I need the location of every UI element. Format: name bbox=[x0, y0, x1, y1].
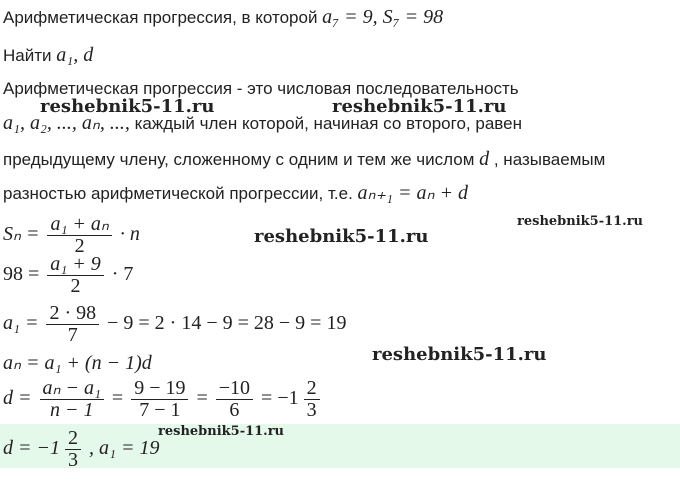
fraction-denominator: 2 bbox=[70, 275, 81, 297]
definition-text-2: каждый член которой, начиная со второго, равен bbox=[134, 114, 522, 133]
watermark: reshebnik5-11.ru bbox=[254, 226, 429, 247]
first-term-calculation bbox=[3, 303, 346, 346]
substituted-sum-lhs: 98 = bbox=[3, 263, 40, 286]
sum-formula bbox=[3, 214, 140, 257]
definition-text-4: разностью арифметической прогрессии, т.е. bbox=[3, 184, 358, 203]
fraction-denominator: 2 bbox=[74, 235, 85, 257]
definition-line-4 bbox=[3, 182, 468, 205]
definition-text-1: Арифметическая прогрессия - это числовая последовательность bbox=[3, 79, 519, 98]
recurrence-formula: aₙ₊₁ = aₙ + d bbox=[357, 182, 468, 204]
watermark: reshebnik5-11.ru bbox=[332, 96, 507, 117]
task-line bbox=[3, 44, 93, 67]
watermark: reshebnik5-11.ru bbox=[372, 344, 547, 365]
fraction-denominator: 3 bbox=[68, 449, 78, 471]
first-term-tail: − 9 = 2 · 14 − 9 = 28 − 9 = 19 bbox=[107, 312, 347, 335]
task-text: Найти bbox=[3, 46, 57, 65]
problem-text: Арифметическая прогрессия, в которой bbox=[3, 8, 323, 27]
fraction-denominator: 6 bbox=[229, 399, 240, 421]
difference-fraction-3 bbox=[216, 378, 253, 421]
definition-text-3b: , называемым bbox=[493, 150, 606, 169]
difference-fraction-2 bbox=[131, 378, 188, 421]
final-answer bbox=[3, 428, 159, 471]
fraction-numerator: 2 · 98 bbox=[46, 303, 99, 325]
answer-tail: , a₁ = 19 bbox=[89, 437, 160, 460]
sum-formula-fraction bbox=[47, 214, 111, 257]
mixed-number-whole: = −1 bbox=[261, 387, 299, 410]
fraction-denominator: 7 − 1 bbox=[139, 399, 181, 421]
sum-formula-lhs: Sₙ = bbox=[3, 223, 40, 246]
definition-text-3a: предыдущему члену, сложенному с одним и тем же числом bbox=[3, 150, 480, 169]
problem-formula: a₇ = 9, S₇ = 98 bbox=[322, 6, 444, 28]
substituted-sum-fraction bbox=[47, 254, 103, 297]
task-formula: a₁, d bbox=[56, 44, 94, 66]
fraction-numerator: 9 − 19 bbox=[131, 378, 188, 400]
first-term-lhs: a₁ = bbox=[3, 312, 39, 335]
answer-fraction bbox=[65, 428, 81, 471]
fraction-numerator: 2 bbox=[304, 378, 320, 400]
problem-statement bbox=[3, 6, 443, 29]
fraction-numerator: a₁ + 9 bbox=[47, 254, 103, 276]
definition-line-3 bbox=[3, 148, 605, 171]
difference-lhs: d = bbox=[3, 387, 32, 410]
mixed-number-fraction bbox=[304, 378, 320, 421]
fraction-denominator: 7 bbox=[67, 324, 78, 346]
nth-term-text: aₙ = a₁ + (n − 1)d bbox=[3, 352, 152, 374]
fraction-numerator: −10 bbox=[216, 378, 253, 400]
watermark: reshebnik5-11.ru bbox=[40, 96, 215, 117]
fraction-numerator: 2 bbox=[65, 428, 81, 450]
watermark: reshebnik5-11.ru bbox=[158, 424, 285, 439]
fraction-numerator: a₁ + aₙ bbox=[47, 214, 111, 236]
nth-term-formula bbox=[3, 352, 152, 374]
substituted-sum-tail: · 7 bbox=[111, 263, 134, 286]
difference-symbol: d bbox=[479, 148, 490, 170]
difference-calculation bbox=[3, 378, 323, 421]
sequence-formula: a₁, a₂, ..., aₙ, ..., bbox=[3, 112, 130, 134]
answer-lhs: d = −1 bbox=[3, 437, 60, 460]
bottom-margin bbox=[0, 468, 680, 503]
fraction-denominator: 3 bbox=[306, 399, 317, 421]
watermark: reshebnik5-11.ru bbox=[517, 214, 644, 229]
equals-sign: = bbox=[196, 387, 208, 410]
fraction-numerator: aₙ − a₁ bbox=[40, 378, 104, 400]
first-term-fraction bbox=[46, 303, 99, 346]
fraction-denominator: n − 1 bbox=[49, 399, 94, 421]
substituted-sum bbox=[3, 254, 133, 297]
difference-fraction-1 bbox=[40, 378, 104, 421]
equals-sign: = bbox=[111, 387, 124, 410]
sum-formula-tail: · n bbox=[119, 223, 140, 246]
